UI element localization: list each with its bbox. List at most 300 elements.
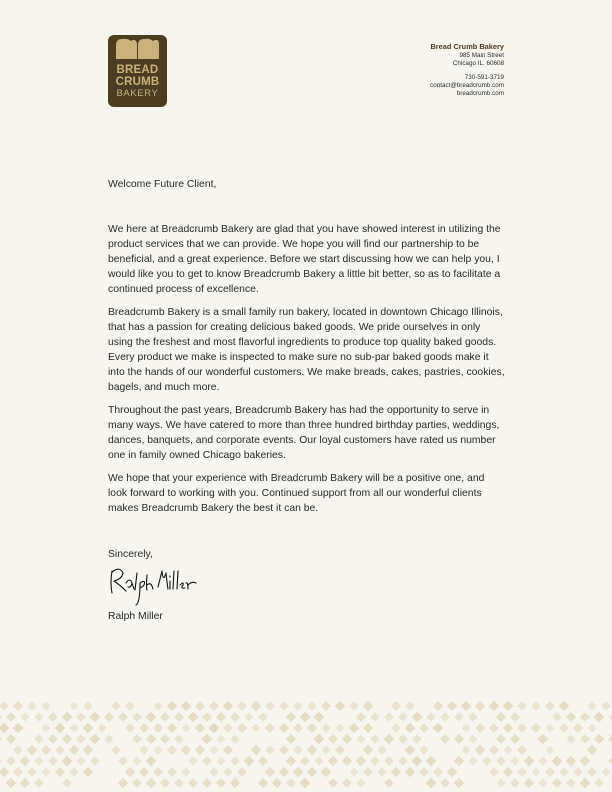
pattern-diamond: [546, 724, 555, 733]
pattern-diamond: [580, 734, 590, 744]
pattern-diamond: [293, 767, 303, 777]
pattern-diamond: [6, 712, 16, 722]
pattern-diamond: [188, 712, 199, 723]
pattern-diamond: [377, 745, 386, 754]
pattern-diamond: [412, 756, 423, 767]
pattern-diamond: [496, 712, 506, 722]
pattern-diamond: [455, 713, 464, 722]
pattern-diamond: [363, 723, 373, 733]
phone-number: 730-591-3719: [464, 73, 504, 81]
pattern-diamond: [510, 756, 519, 765]
pattern-diamond: [230, 734, 239, 743]
pattern-diamond: [349, 701, 358, 710]
pattern-diamond: [552, 778, 562, 788]
pattern-diamond: [602, 768, 611, 777]
pattern-diamond: [0, 723, 9, 734]
pattern-diamond: [69, 723, 78, 732]
pattern-diamond: [13, 745, 22, 754]
pattern-diamond: [258, 756, 268, 766]
pattern-diamond: [545, 767, 555, 777]
pattern-diamond: [307, 745, 317, 755]
pattern-diamond: [475, 701, 485, 711]
pattern-diamond: [552, 712, 561, 721]
pattern-diamond: [587, 767, 597, 777]
pattern-diamond: [265, 723, 275, 733]
pattern-diamond: [489, 745, 499, 755]
pattern-diamond: [195, 745, 205, 755]
pattern-diamond: [20, 756, 30, 766]
pattern-diamond: [412, 712, 422, 722]
pattern-diamond: [461, 701, 472, 712]
pattern-diamond: [118, 756, 128, 766]
pattern-diamond: [13, 767, 23, 777]
pattern-diamond: [265, 701, 274, 710]
pattern-diamond: [517, 767, 527, 777]
pattern-diamond: [440, 778, 450, 788]
pattern-diamond: [469, 735, 478, 744]
pattern-diamond: [552, 756, 563, 767]
pattern-diamond: [322, 746, 331, 755]
pattern-diamond: [258, 712, 267, 721]
pattern-diamond: [167, 723, 177, 733]
pattern-diamond: [77, 757, 86, 766]
pattern-diamond: [601, 701, 610, 710]
pattern-diamond: [370, 756, 379, 765]
pattern-diamond: [42, 768, 51, 777]
pattern-diamond: [350, 768, 359, 777]
closing: Sincerely,: [108, 549, 153, 560]
pattern-diamond: [97, 723, 106, 732]
paragraph: We here at Breadcrumb Bakery are glad that you have showed interest in utilizing the product services that we can provide. We hope you will find our partnership to be beneficial, and a great experience. Before we start discussing how we can help you, I would like you to get to know Breadcrumb Bakery a little bit better, so as to facilitate a continued process of excellence.: [108, 224, 501, 295]
pattern-diamond: [510, 712, 519, 721]
pattern-diamond: [566, 756, 576, 766]
pattern-diamond: [588, 702, 597, 711]
pattern-diamond: [139, 767, 149, 777]
pattern-diamond: [167, 745, 177, 755]
pattern-diamond: [160, 712, 170, 722]
pattern-diamond: [594, 778, 603, 787]
pattern-diamond: [517, 723, 527, 733]
salutation: Welcome Future Client,: [108, 179, 217, 190]
pattern-diamond: [48, 756, 57, 765]
pattern-diamond: [202, 712, 212, 722]
pattern-diamond: [111, 701, 121, 711]
pattern-diamond: [609, 713, 612, 722]
pattern-diamond: [405, 745, 416, 756]
pattern-diamond: [398, 734, 407, 743]
pattern-diamond: [426, 778, 437, 789]
pattern-diamond: [258, 778, 268, 788]
pattern-diamond: [146, 734, 156, 744]
pattern-diamond: [133, 757, 142, 766]
pattern-diamond: [357, 735, 366, 744]
pattern-diamond: [510, 734, 520, 744]
pattern-diamond: [524, 756, 535, 767]
pattern-diamond: [70, 702, 79, 711]
pattern-diamond: [279, 723, 289, 733]
pattern-diamond: [42, 724, 51, 733]
pattern-diamond: [55, 767, 65, 777]
pattern-diamond: [83, 701, 92, 710]
pattern-diamond: [475, 745, 486, 756]
pattern-diamond: [335, 701, 345, 711]
city-address: Chicago IL. 60608: [452, 59, 504, 67]
pattern-diamond: [594, 734, 604, 744]
pattern-diamond: [503, 767, 513, 777]
pattern-diamond: [202, 756, 212, 766]
pattern-diamond: [307, 767, 317, 777]
pattern-diamond: [447, 767, 457, 777]
pattern-diamond: [314, 734, 325, 745]
pattern-diamond: [454, 756, 464, 766]
pattern-diamond: [83, 745, 93, 755]
pattern-diamond: [391, 701, 401, 711]
pattern-diamond: [412, 734, 421, 743]
pattern-diamond: [419, 723, 429, 733]
pattern-diamond: [286, 756, 296, 766]
pattern-diamond: [440, 734, 450, 744]
pattern-diamond: [21, 713, 30, 722]
pattern-diamond: [328, 734, 338, 744]
pattern-diamond: [286, 712, 297, 723]
paragraph: Breadcrumb Bakery is a small family run bakery, located in downtown Chicago Illinois, that has a passion for creating delicious baked goods. We pride ourselves in only using the freshest and most flavorful ingredients to produce top quality baked goods. Every product we make is inspected to make sure no sub-par baked goods make it into the hands of our wonderful customers. We make breads, cakes, pastries, cookies, bagels, and much more.: [108, 307, 505, 393]
pattern-diamond: [356, 712, 366, 722]
paragraph: We hope that your experience with Breadcrumb Bakery will be a positive one, and look forward to working with you. Continued support from all our wonderful clients makes Breadcrumb Bakery the best it can be.: [108, 473, 485, 514]
pattern-diamond: [426, 756, 437, 767]
pattern-diamond: [580, 756, 590, 766]
pattern-diamond: [153, 767, 163, 777]
pattern-diamond: [566, 712, 576, 722]
pattern-diamond: [153, 723, 163, 733]
pattern-diamond: [62, 734, 72, 744]
signer-name: Ralph Miller: [108, 611, 163, 622]
contact-block: [430, 42, 504, 99]
pattern-diamond: [489, 767, 498, 776]
pattern-diamond: [209, 767, 218, 776]
pattern-diamond: [62, 756, 73, 767]
pattern-diamond: [76, 712, 86, 722]
pattern-diamond: [454, 734, 464, 744]
company-name: Bread Crumb Bakery: [430, 42, 504, 51]
pattern-diamond: [454, 778, 464, 788]
pattern-diamond: [216, 778, 226, 788]
pattern-diamond: [587, 745, 597, 755]
pattern-diamond: [461, 723, 470, 732]
pattern-diamond: [125, 723, 134, 732]
pattern-diamond: [419, 745, 428, 754]
pattern-diamond: [608, 756, 612, 766]
pattern-diamond: [125, 701, 134, 710]
pattern-diamond: [223, 723, 233, 733]
pattern-diamond: [321, 767, 331, 777]
pattern-diamond: [139, 723, 149, 733]
pattern-diamond: [160, 778, 170, 788]
pattern-diamond: [440, 712, 449, 721]
pattern-diamond: [580, 778, 591, 789]
pattern-diamond: [321, 723, 330, 732]
pattern-diamond: [27, 767, 37, 777]
pattern-diamond: [566, 778, 575, 787]
pattern-diamond: [545, 701, 555, 711]
pattern-diamond: [230, 778, 240, 788]
pattern-diamond: [41, 745, 51, 755]
pattern-diamond: [244, 756, 255, 767]
pattern-diamond: [251, 745, 261, 755]
pattern-diamond: [370, 734, 379, 743]
pattern-diamond: [370, 712, 379, 721]
pattern-diamond: [0, 767, 9, 777]
pattern-diamond: [335, 723, 344, 732]
pattern-diamond: [0, 712, 2, 722]
pattern-diamond: [34, 756, 43, 765]
pattern-diamond: [167, 767, 177, 777]
pattern-diamond: [573, 723, 583, 733]
pattern-diamond: [34, 712, 43, 721]
pattern-diamond: [489, 701, 500, 712]
pattern-diamond: [34, 734, 43, 743]
pattern-diamond: [0, 701, 9, 710]
pattern-diamond: [104, 712, 114, 722]
pattern-diamond: [20, 778, 30, 788]
pattern-diamond: [55, 745, 64, 754]
pattern-diamond: [132, 778, 142, 788]
pattern-diamond: [48, 712, 58, 722]
pattern-diamond: [6, 756, 16, 766]
pattern-diamond: [328, 778, 338, 788]
pattern-diamond: [90, 756, 100, 766]
pattern-diamond: [588, 724, 597, 733]
pattern-diamond: [230, 756, 239, 765]
pattern-diamond: [6, 734, 16, 744]
pattern-diamond: [146, 756, 157, 767]
pattern-diamond: [342, 734, 352, 744]
pattern-diamond: [69, 745, 79, 755]
pattern-diamond: [433, 767, 443, 777]
pattern-diamond: [279, 745, 289, 755]
pattern-diamond: [496, 756, 506, 766]
pattern-diamond: [223, 767, 232, 776]
pattern-diamond: [363, 745, 373, 755]
pattern-diamond: [384, 734, 395, 745]
pattern-diamond: [27, 701, 36, 710]
pattern-diamond: [405, 701, 414, 710]
street-address: 985 Main Street: [459, 51, 504, 59]
pattern-diamond: [475, 723, 485, 733]
pattern-diamond: [293, 745, 302, 754]
pattern-diamond: [251, 723, 260, 732]
pattern-diamond: [300, 712, 310, 722]
pattern-diamond: [531, 723, 541, 733]
pattern-diamond: [398, 756, 407, 765]
pattern-diamond: [0, 756, 2, 765]
pattern-diamond: [539, 779, 548, 788]
pattern-diamond: [174, 734, 183, 743]
pattern-diamond: [342, 778, 352, 788]
pattern-diamond: [160, 734, 170, 744]
pattern-diamond: [538, 734, 549, 745]
pattern-diamond: [132, 712, 142, 722]
pattern-diamond: [69, 767, 78, 776]
pattern-diamond: [405, 723, 416, 734]
pattern-diamond: [531, 701, 540, 710]
pattern-diamond: [321, 701, 331, 711]
pattern-diamond: [398, 712, 407, 721]
pattern-diamond: [405, 767, 416, 778]
pattern-diamond: [41, 701, 50, 710]
pattern-diamond: [62, 778, 71, 787]
pattern-diamond: [146, 778, 156, 788]
pattern-diamond: [153, 701, 162, 710]
pattern-diamond: [188, 778, 198, 788]
pattern-diamond: [468, 712, 477, 721]
pattern-diamond: [210, 746, 219, 755]
pattern-diamond: [384, 756, 394, 766]
pattern-diamond: [335, 745, 345, 755]
logo-text-crumb: CRUMB: [115, 75, 160, 88]
pattern-diamond: [286, 778, 296, 788]
pattern-diamond: [90, 734, 101, 745]
logo-text-bakery: BAKERY: [116, 88, 159, 99]
pattern-diamond: [48, 734, 58, 744]
pattern-diamond: [532, 768, 541, 777]
pattern-diamond: [503, 723, 513, 733]
pattern-diamond: [356, 778, 365, 787]
pattern-diamond: [118, 778, 128, 788]
pattern-diamond: [217, 757, 226, 766]
pattern-diamond: [546, 746, 555, 755]
pattern-diamond: [469, 757, 478, 766]
pattern-diamond: [237, 701, 247, 711]
pattern-diamond: [559, 701, 570, 712]
pattern-diamond: [307, 723, 317, 733]
letter-body: [108, 222, 506, 524]
pattern-diamond: [209, 723, 220, 734]
pattern-diamond: [482, 756, 491, 765]
pattern-diamond: [188, 756, 197, 765]
pattern-diamond: [426, 712, 435, 721]
pattern-diamond: [538, 756, 547, 765]
pattern-diamond: [517, 745, 527, 755]
pattern-diamond: [489, 723, 499, 733]
pattern-diamond: [272, 778, 282, 788]
pattern-diamond: [76, 734, 85, 743]
pattern-diamond: [195, 701, 205, 711]
pattern-diamond: [363, 767, 373, 777]
pattern-diamond: [90, 712, 100, 722]
pattern-diamond: [181, 701, 192, 712]
pattern-diamond: [279, 767, 289, 777]
pattern-diamond: [307, 701, 316, 710]
handwritten-signature: [106, 563, 206, 607]
pattern-diamond: [146, 712, 157, 723]
pattern-diamond: [349, 723, 360, 734]
pattern-diamond: [62, 712, 73, 723]
pattern-diamond: [504, 746, 513, 755]
bakery-logo: [108, 35, 167, 107]
pattern-diamond: [139, 745, 148, 754]
logo-text-bread: BREAD: [116, 64, 159, 76]
pattern-diamond: [300, 756, 310, 766]
pattern-diamond: [391, 767, 401, 777]
pattern-diamond: [174, 712, 184, 722]
pattern-diamond: [209, 701, 219, 711]
pattern-diamond: [419, 767, 429, 777]
pattern-diamond: [573, 767, 582, 776]
pattern-diamond: [384, 778, 394, 788]
pattern-diamond: [27, 745, 38, 756]
pattern-diamond: [300, 778, 311, 789]
pattern-diamond: [566, 734, 575, 743]
pattern-diamond: [342, 756, 352, 766]
pattern-diamond: [559, 723, 569, 733]
pattern-diamond: [245, 713, 254, 722]
pattern-diamond: [55, 723, 66, 734]
pattern-diamond: [202, 778, 212, 788]
pattern-diamond: [328, 756, 338, 766]
pattern-diamond: [433, 701, 443, 711]
pattern-diamond: [510, 778, 520, 788]
pattern-diamond: [594, 712, 605, 723]
pattern-diamond: [174, 778, 184, 788]
pattern-diamond: [154, 746, 163, 755]
pattern-diamond: [384, 712, 393, 721]
pattern-diamond: [181, 745, 191, 755]
pattern-diamond: [195, 723, 205, 733]
pattern-diamond: [461, 745, 470, 754]
pattern-diamond: [167, 701, 177, 711]
pattern-diamond: [265, 767, 275, 777]
pattern-diamond: [216, 712, 226, 722]
pattern-diamond: [363, 701, 374, 712]
footer-diamond-pattern: [0, 698, 612, 792]
pattern-diamond: [118, 712, 128, 722]
pattern-diamond: [286, 734, 296, 744]
pattern-diamond: [34, 778, 44, 788]
pattern-diamond: [125, 767, 135, 777]
pattern-diamond: [580, 712, 590, 722]
pattern-diamond: [182, 724, 191, 733]
pattern-diamond: [314, 712, 325, 723]
pattern-diamond: [251, 701, 261, 711]
pattern-diamond: [356, 756, 366, 766]
pattern-diamond: [0, 734, 2, 744]
pattern-diamond: [13, 701, 23, 711]
pattern-diamond: [223, 701, 233, 711]
pattern-diamond: [181, 767, 190, 776]
pattern-diamond: [517, 701, 526, 710]
pattern-diamond: [496, 734, 506, 744]
pattern-diamond: [83, 723, 94, 734]
pattern-diamond: [13, 723, 24, 734]
pattern-diamond: [237, 767, 247, 777]
email-link[interactable]: contact@breadcrumb.com: [430, 82, 504, 90]
pattern-diamond: [293, 723, 303, 733]
pattern-diamond: [315, 757, 324, 766]
pattern-diamond: [608, 734, 612, 744]
pattern-diamond: [6, 778, 17, 789]
pattern-diamond: [433, 723, 444, 734]
pattern-diamond: [496, 778, 505, 787]
pattern-diamond: [104, 734, 113, 743]
pattern-diamond: [237, 723, 247, 733]
website-link[interactable]: breadcrumb.com: [456, 90, 504, 98]
pattern-diamond: [279, 701, 288, 710]
pattern-diamond: [202, 734, 212, 744]
pattern-diamond: [377, 767, 386, 776]
pattern-diamond: [391, 723, 400, 732]
paragraph: Throughout the past years, Breadcrumb Bakery has had the opportunity to serve in many ways. We have catered to more than three hundred birthday parties, weddings, dances, banquets, and corporate events. Our loyal customers have rated us number one in family owned Chicago bakeries.: [108, 405, 500, 461]
pattern-diamond: [223, 745, 233, 755]
